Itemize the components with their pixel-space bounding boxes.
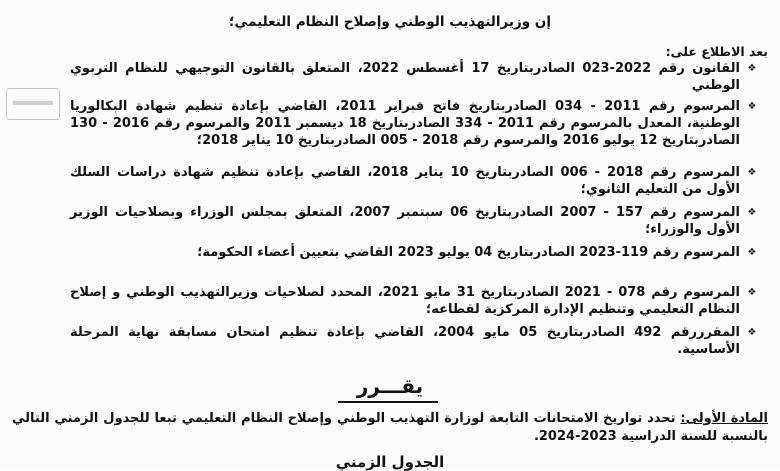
list-item-text: المرسوم رقم 157 - 2007 الصادربتاريخ 06 سبتمبر 2007، المتعلق بمجلس الوزراء وبصلاحيات الوزير الأول والوزراء؛ — [70, 205, 741, 237]
cutoff-heading — [300, 453, 480, 471]
list-item — [70, 324, 760, 358]
list-item — [70, 284, 760, 318]
intro-label: بعد الاطلاع على: — [665, 44, 768, 59]
diamond-bullet-icon: ❖ — [747, 207, 757, 218]
list-item — [70, 98, 760, 149]
diamond-bullet-icon: ❖ — [747, 101, 757, 112]
article-first — [12, 410, 768, 446]
list-item-text: القانون رقم 2022-023 الصادربتاريخ 17 أغسطس 2022، المتعلق بالقانون التوجيهي للنظام التربوي الوطني — [70, 61, 740, 93]
diamond-bullet-icon: ❖ — [747, 287, 757, 298]
decree-underline — [338, 401, 438, 403]
stamp-mark — [6, 88, 60, 120]
list-item-text: المرسوم رقم 078 - 2021 الصادربتاريخ 31 مايو 2021، المحدد لصلاحيات وزيرالتهذيب الوطني و إصلاح النظام التعليمي وتنظيم الإدارة المركزية لقطاعه؛ — [70, 285, 740, 317]
list-item — [70, 244, 760, 261]
list-item-text: المقرررقم 492 الصادربتاريخ 05 مايو 2004، القاضي بإعادة تنظيم امتحان مسابقة نهاية المرحلة الأساسية. — [70, 325, 740, 357]
list-item-text: المرسوم رقم 2018 - 006 الصادربتاريخ 10 يناير 2018، القاضي بإعادة تنظيم شهادة دراسات السلك الأول من التعليم الثانوي؛ — [70, 165, 740, 197]
diamond-bullet-icon: ❖ — [747, 63, 757, 74]
article-text: تحدد تواريخ الامتحانات التابعة لوزارة التهذيب الوطني وإصلاح النظام التعليمي تبعا للجدول الزمني التالي بالنسبة للسنة الدراسية 2023-2024. — [12, 411, 768, 444]
article-title: المادة الأولى: — [680, 411, 768, 426]
document-heading: إن وزيرالتهذيب الوطني وإصلاح النظام التعليمي؛ — [229, 14, 551, 30]
diamond-bullet-icon: ❖ — [747, 327, 757, 338]
list-item — [70, 164, 760, 198]
diamond-bullet-icon: ❖ — [747, 167, 757, 178]
diamond-bullet-icon: ❖ — [747, 247, 757, 258]
cutoff-heading-text: الجدول الزمني — [335, 453, 445, 471]
list-item-text: المرسوم رقم 119-2023 الصادربتاريخ 04 يوليو 2023 القاضي بتعيين أعضاء الحكومة؛ — [197, 245, 740, 260]
list-item — [70, 60, 760, 94]
list-item-text: المرسوم رقم 2011 - 034 الصادربتاريخ فاتح فبراير 2011، القاضي بإعادة تنظيم شهادة البكالوريا الوطنية، المعدل بالمرسوم رقم 2011 - 334 الصادربتاريخ 18 ديسمبر 2011 والمرسوم رقم 2016 - 130 الصادربتاريخ 12 يوليو 2016 والمرسوم رقم 2018 - 005 الصادربتاريخ 10 يناير 2018؛ — [70, 99, 740, 148]
decree-heading: يقـــرر — [356, 374, 424, 398]
list-item — [70, 204, 760, 238]
